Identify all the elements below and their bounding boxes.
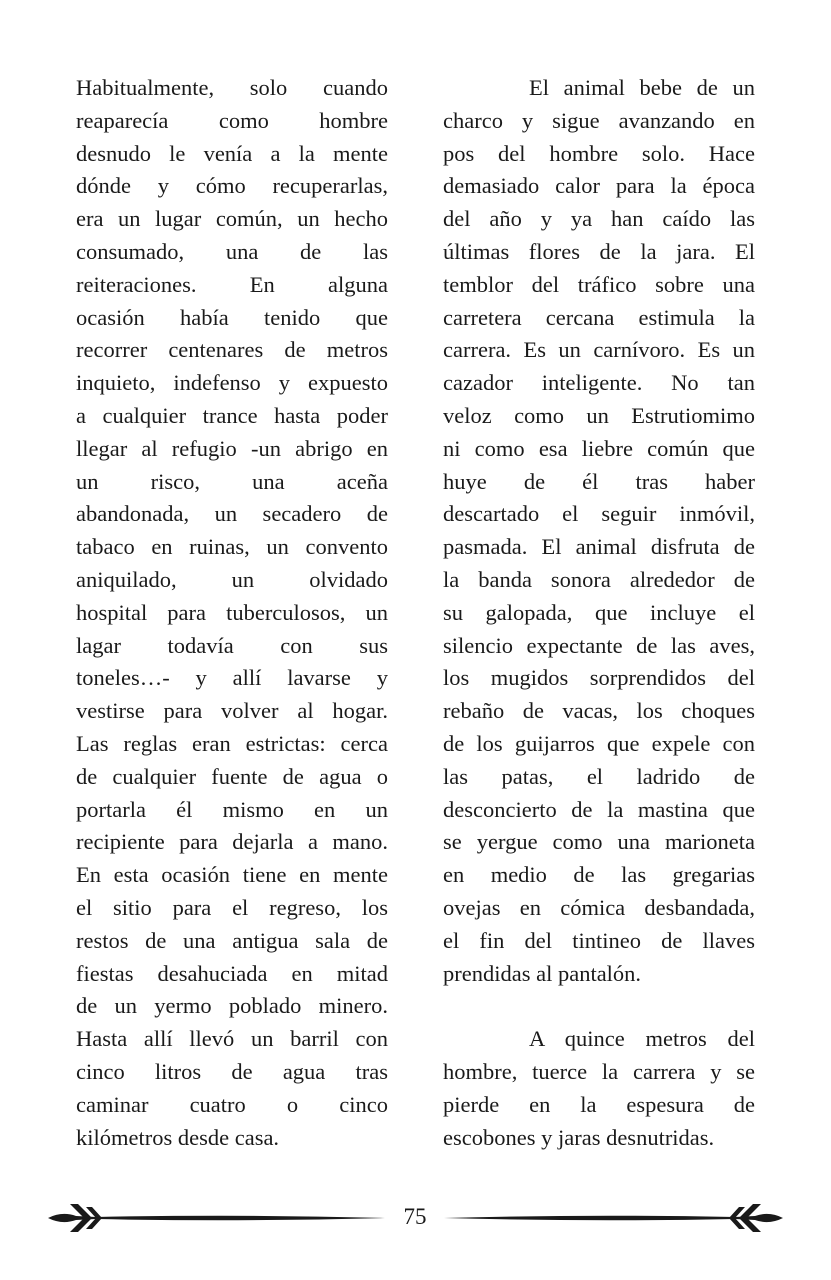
text-line: desnudo le venía a la mente <box>76 140 388 166</box>
text-line: portarla él mismo en un <box>76 796 388 822</box>
text-line: En esta ocasión tiene en mente <box>76 862 388 888</box>
text-line: recorrer centenares de metros <box>76 337 388 363</box>
text-line: carrera. Es un carnívoro. Es un <box>443 337 755 363</box>
text-line: inquieto, indefenso y expuesto <box>76 370 388 396</box>
text-line: recipiente para dejarla a mano. <box>76 829 388 855</box>
text-line: toneles…- y allí lavarse y <box>76 665 388 691</box>
text-line: kilómetros desde casa. <box>76 1124 280 1150</box>
text-line: temblor del tráfico sobre una <box>443 271 755 297</box>
text-line: tabaco en ruinas, un convento <box>76 534 388 560</box>
text-line: del año y ya han caído las <box>443 206 755 232</box>
page-number: 75 <box>403 1204 427 1229</box>
page-footer <box>0 1196 831 1240</box>
text-line: desconcierto de la mastina que <box>443 796 755 822</box>
text-line: de los guijarros que expele con <box>443 730 755 756</box>
text-line: caminar cuatro o cinco <box>76 1091 388 1117</box>
text-line: el fin del tintineo de llaves <box>443 927 755 953</box>
text-line: su galopada, que incluye el <box>443 599 755 625</box>
text-line: de un yermo poblado minero. <box>76 993 388 1019</box>
text-line: abandonada, un secadero de <box>76 501 388 527</box>
text-line: las patas, el ladrido de <box>443 763 755 789</box>
text-line: escobones y jaras desnutridas. <box>443 1124 715 1150</box>
paragraph-gap <box>443 990 755 1023</box>
text-line: hospital para tuberculosos, un <box>76 599 388 625</box>
text-line: se yergue como una marioneta <box>443 829 755 855</box>
text-line: silencio expectante de las aves, <box>443 632 755 658</box>
text-line: Habitualmente, solo cuando <box>76 75 388 100</box>
text-line: los mugidos sorprendidos del <box>443 665 755 691</box>
text-line: restos de una antigua sala de <box>76 927 388 953</box>
text-line: ovejas en cómica desbandada, <box>443 894 755 920</box>
text-line: cazador inteligente. No tan <box>443 370 755 396</box>
text-line: pierde en la espesura de <box>443 1091 755 1117</box>
right-column <box>443 72 755 1154</box>
text-line: veloz como un Estrutiomimo <box>443 402 755 428</box>
text-line: rebaño de vacas, los choques <box>443 698 755 724</box>
text-line: prendidas al pantalón. <box>443 960 642 986</box>
text-line: demasiado calor para la época <box>443 173 755 199</box>
text-line: ocasión había tenido que <box>76 304 388 330</box>
text-line: reiteraciones. En alguna <box>76 271 388 297</box>
text-line: un risco, una aceña <box>76 468 388 494</box>
text-line: El animal bebe de un <box>529 75 755 100</box>
text-line: lagar todavía con sus <box>76 632 388 658</box>
text-line: aniquilado, un olvidado <box>76 566 388 592</box>
text-line: descartado el seguir inmóvil, <box>443 501 755 527</box>
text-line: reaparecía como hombre <box>76 107 388 133</box>
text-line: en medio de las gregarias <box>443 862 755 888</box>
text-line: dónde y cómo recuperarlas, <box>76 173 388 199</box>
text-line: charco y sigue avanzando en <box>443 107 755 133</box>
text-line: cinco litros de agua tras <box>76 1058 388 1084</box>
text-line: Las reglas eran estrictas: cerca <box>76 730 388 756</box>
text-line: hombre, tuerce la carrera y se <box>443 1058 755 1084</box>
text-line: ni como esa liebre común que <box>443 435 755 461</box>
text-line: Hasta allí llevó un barril con <box>76 1026 388 1052</box>
text-line: pasmada. El animal disfruta de <box>443 534 755 560</box>
text-line: A quince metros del <box>529 1026 755 1052</box>
text-line: llegar al refugio -un abrigo en <box>76 435 388 461</box>
text-line: pos del hombre solo. Hace <box>443 140 755 166</box>
text-line: vestirse para volver al hogar. <box>76 698 388 724</box>
text-line: a cualquier trance hasta poder <box>76 402 388 428</box>
text-line: consumado, una de las <box>76 238 388 264</box>
text-line: huye de él tras haber <box>443 468 755 494</box>
left-column <box>76 72 388 1154</box>
text-line: carretera cercana estimula la <box>443 304 755 330</box>
text-line: fiestas desahuciada en mitad <box>76 960 388 986</box>
text-line: la banda sonora alrededor de <box>443 566 755 592</box>
text-line: últimas flores de la jara. El <box>443 238 755 264</box>
text-line: era un lugar común, un hecho <box>76 206 388 232</box>
text-line: el sitio para el regreso, los <box>76 894 388 920</box>
text-line: de cualquier fuente de agua o <box>76 763 388 789</box>
